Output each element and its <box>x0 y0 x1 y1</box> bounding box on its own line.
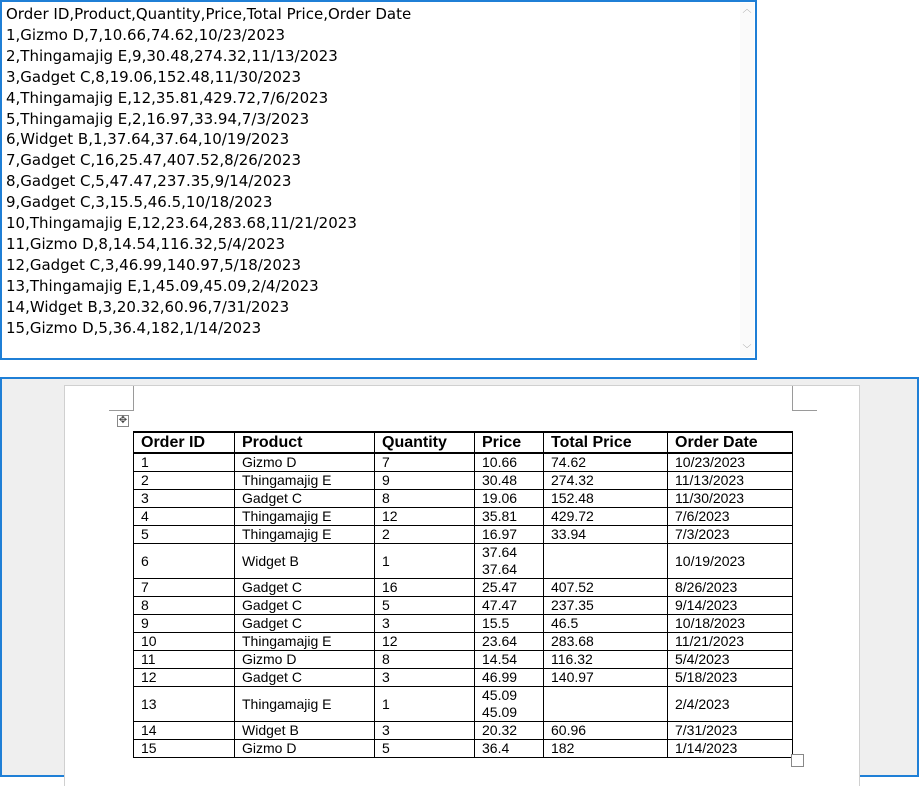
price-value: 15.5 <box>482 615 510 631</box>
cell-quantity[interactable]: 16 <box>375 579 475 597</box>
table-row <box>134 508 793 526</box>
table-row <box>134 687 793 722</box>
cell-product[interactable]: Gadget C <box>235 579 375 597</box>
cell-total-price[interactable]: 140.97 <box>544 669 668 687</box>
table-row <box>134 544 793 579</box>
csv-line: 4,Thingamajig E,12,35.81,429.72,7/6/2023 <box>6 88 329 107</box>
header-price[interactable]: Price <box>475 432 544 453</box>
cell-product[interactable]: Thingamajig E <box>235 526 375 544</box>
price-value: 37.64 <box>482 561 518 577</box>
cell-quantity[interactable]: 3 <box>375 615 475 633</box>
price-value: 45.09 <box>482 704 518 720</box>
price-value: 25.47 <box>482 579 518 595</box>
header-product[interactable]: Product <box>235 432 375 453</box>
cell-quantity[interactable]: 5 <box>375 597 475 615</box>
cell-price[interactable] <box>475 544 544 579</box>
cell-total-price[interactable]: 33.94 <box>544 526 668 544</box>
cell-total-price[interactable] <box>544 687 668 722</box>
cell-product[interactable]: Gizmo D <box>235 740 375 758</box>
cell-quantity[interactable]: 12 <box>375 508 475 526</box>
cell-total-price[interactable]: 283.68 <box>544 633 668 651</box>
cell-product[interactable]: Gadget C <box>235 597 375 615</box>
cell-product[interactable]: Gadget C <box>235 490 375 508</box>
csv-line: Order ID,Product,Quantity,Price,Total Price,Order Date <box>6 5 412 23</box>
cell-order-id[interactable]: 5 <box>134 526 235 544</box>
cell-order-date[interactable]: 5/18/2023 <box>668 669 793 687</box>
cell-order-id[interactable]: 13 <box>134 687 235 722</box>
cell-price[interactable] <box>475 597 544 615</box>
cell-quantity[interactable]: 1 <box>375 687 475 722</box>
cell-total-price[interactable]: 274.32 <box>544 472 668 490</box>
cell-product[interactable]: Thingamajig E <box>235 633 375 651</box>
cell-order-id[interactable]: 6 <box>134 544 235 579</box>
cell-quantity[interactable]: 12 <box>375 633 475 651</box>
cell-order-date[interactable]: 2/4/2023 <box>668 687 793 722</box>
price-value: 46.99 <box>482 669 518 685</box>
move-icon[interactable]: ✥ <box>118 415 128 426</box>
cell-quantity[interactable]: 3 <box>375 722 475 740</box>
cell-price[interactable] <box>475 615 544 633</box>
cell-order-date[interactable]: 11/30/2023 <box>668 490 793 508</box>
table-row <box>134 651 793 669</box>
price-value: 36.4 <box>482 740 510 756</box>
cell-order-id[interactable]: 8 <box>134 597 235 615</box>
document-view <box>0 377 919 777</box>
csv-text-content <box>6 4 737 339</box>
cell-order-id[interactable]: 11 <box>134 651 235 669</box>
csv-line: 11,Gizmo D,8,14.54,116.32,5/4/2023 <box>6 234 286 253</box>
orders-table <box>133 431 793 758</box>
cell-order-date[interactable]: 5/4/2023 <box>668 651 793 669</box>
cell-total-price[interactable]: 60.96 <box>544 722 668 740</box>
cell-product[interactable]: Gizmo D <box>235 651 375 669</box>
cell-order-id[interactable]: 12 <box>134 669 235 687</box>
cell-total-price[interactable]: 429.72 <box>544 508 668 526</box>
price-value: 47.47 <box>482 597 518 613</box>
cell-quantity[interactable]: 2 <box>375 526 475 544</box>
cell-price[interactable] <box>475 472 544 490</box>
table-body <box>134 453 793 758</box>
cell-order-date[interactable]: 10/23/2023 <box>668 453 793 472</box>
cell-product[interactable]: Thingamajig E <box>235 687 375 722</box>
cell-quantity[interactable]: 3 <box>375 669 475 687</box>
table-row <box>134 722 793 740</box>
chevron-down-icon[interactable]: ﹀ <box>742 345 752 355</box>
csv-line: 14,Widget B,3,20.32,60.96,7/31/2023 <box>6 297 290 316</box>
cell-order-id[interactable]: 3 <box>134 490 235 508</box>
cell-order-date[interactable]: 8/26/2023 <box>668 579 793 597</box>
table-row <box>134 526 793 544</box>
table-row <box>134 472 793 490</box>
cell-order-date[interactable]: 7/31/2023 <box>668 722 793 740</box>
csv-line: 7,Gadget C,16,25.47,407.52,8/26/2023 <box>6 151 302 170</box>
cell-order-id[interactable]: 14 <box>134 722 235 740</box>
cell-total-price[interactable]: 46.5 <box>544 615 668 633</box>
table-row <box>134 669 793 687</box>
cell-order-date[interactable]: 10/19/2023 <box>668 544 793 579</box>
cell-order-id[interactable]: 7 <box>134 579 235 597</box>
cell-product[interactable]: Gadget C <box>235 615 375 633</box>
vertical-scrollbar[interactable] <box>740 3 754 357</box>
table-row <box>134 490 793 508</box>
csv-line: 6,Widget B,1,37.64,37.64,10/19/2023 <box>6 130 290 149</box>
cell-quantity[interactable]: 9 <box>375 472 475 490</box>
cell-total-price[interactable]: 74.62 <box>544 453 668 472</box>
price-value: 23.64 <box>482 633 518 649</box>
header-quantity[interactable]: Quantity <box>375 432 475 453</box>
csv-line: 5,Thingamajig E,2,16.97,33.94,7/3/2023 <box>6 109 310 128</box>
cell-order-id[interactable]: 15 <box>134 740 235 758</box>
cell-order-id[interactable]: 1 <box>134 453 235 472</box>
cell-order-date[interactable]: 1/14/2023 <box>668 740 793 758</box>
cell-product[interactable]: Widget B <box>235 722 375 740</box>
price-value: 19.06 <box>482 490 518 506</box>
price-value: 20.32 <box>482 722 518 738</box>
cell-order-date[interactable]: 9/14/2023 <box>668 597 793 615</box>
cell-quantity[interactable]: 8 <box>375 490 475 508</box>
cell-total-price[interactable]: 152.48 <box>544 490 668 508</box>
cell-quantity[interactable]: 5 <box>375 740 475 758</box>
csv-line: 13,Thingamajig E,1,45.09,45.09,2/4/2023 <box>6 276 319 295</box>
csv-line: 2,Thingamajig E,9,30.48,274.32,11/13/2023 <box>6 46 338 65</box>
csv-line: 8,Gadget C,5,47.47,237.35,9/14/2023 <box>6 172 292 191</box>
csv-line: 1,Gizmo D,7,10.66,74.62,10/23/2023 <box>6 25 286 44</box>
cell-price[interactable] <box>475 526 544 544</box>
price-value: 14.54 <box>482 651 518 667</box>
cell-order-date[interactable]: 7/3/2023 <box>668 526 793 544</box>
csv-line: 10,Thingamajig E,12,23.64,283.68,11/21/2023 <box>6 214 357 233</box>
cell-product[interactable]: Widget B <box>235 544 375 579</box>
cell-order-id[interactable]: 2 <box>134 472 235 490</box>
cell-order-id[interactable]: 10 <box>134 633 235 651</box>
price-value: 45.09 <box>482 687 518 703</box>
cell-total-price[interactable] <box>544 544 668 579</box>
cell-product[interactable]: Thingamajig E <box>235 508 375 526</box>
cell-order-id[interactable]: 9 <box>134 615 235 633</box>
price-value: 10.66 <box>482 454 518 470</box>
cell-product[interactable]: Gadget C <box>235 669 375 687</box>
cell-product[interactable]: Thingamajig E <box>235 472 375 490</box>
table-row <box>134 579 793 597</box>
cell-price[interactable] <box>475 722 544 740</box>
price-value: 35.81 <box>482 508 518 524</box>
cell-quantity[interactable]: 1 <box>375 544 475 579</box>
cell-price[interactable] <box>475 687 544 722</box>
csv-text-area[interactable] <box>0 0 757 360</box>
cell-price[interactable] <box>475 453 544 472</box>
cell-total-price[interactable]: 407.52 <box>544 579 668 597</box>
table-row <box>134 740 793 758</box>
price-value: 16.97 <box>482 526 518 542</box>
header-order-id[interactable]: Order ID <box>134 432 235 453</box>
table-row <box>134 597 793 615</box>
margin-corner-mark-left <box>109 386 134 411</box>
csv-line: 9,Gadget C,3,15.5,46.5,10/18/2023 <box>6 193 273 212</box>
cell-order-date[interactable]: 10/18/2023 <box>668 615 793 633</box>
document-page[interactable] <box>64 385 860 786</box>
cell-price[interactable] <box>475 490 544 508</box>
table-row <box>134 453 793 472</box>
cell-price[interactable] <box>475 651 544 669</box>
cell-total-price[interactable]: 182 <box>544 740 668 758</box>
cell-price[interactable] <box>475 669 544 687</box>
cell-order-date[interactable]: 11/13/2023 <box>668 472 793 490</box>
cell-product[interactable]: Gizmo D <box>235 453 375 472</box>
csv-line: 12,Gadget C,3,46.99,140.97,5/18/2023 <box>6 255 302 274</box>
price-value: 30.48 <box>482 472 518 488</box>
cell-total-price[interactable]: 116.32 <box>544 651 668 669</box>
table-row <box>134 615 793 633</box>
table-header-row <box>134 432 793 453</box>
cell-order-date[interactable]: 7/6/2023 <box>668 508 793 526</box>
cell-quantity[interactable]: 7 <box>375 453 475 472</box>
csv-line: 15,Gizmo D,5,36.4,182,1/14/2023 <box>6 318 262 337</box>
price-value: 37.64 <box>482 544 518 560</box>
cell-order-id[interactable]: 4 <box>134 508 235 526</box>
cell-price[interactable] <box>475 579 544 597</box>
table-row <box>134 633 793 651</box>
cell-total-price[interactable]: 237.35 <box>544 597 668 615</box>
csv-line: 3,Gadget C,8,19.06,152.48,11/30/2023 <box>6 67 302 86</box>
header-total-price[interactable]: Total Price <box>544 432 668 453</box>
cell-quantity[interactable]: 8 <box>375 651 475 669</box>
cell-order-date[interactable]: 11/21/2023 <box>668 633 793 651</box>
cell-price[interactable] <box>475 508 544 526</box>
cell-price[interactable] <box>475 633 544 651</box>
table-resize-handle[interactable] <box>791 754 804 767</box>
margin-corner-mark-right <box>792 386 817 411</box>
cell-price[interactable] <box>475 740 544 758</box>
header-order-date[interactable]: Order Date <box>668 432 793 453</box>
chevron-up-icon[interactable]: ︿ <box>742 5 752 15</box>
